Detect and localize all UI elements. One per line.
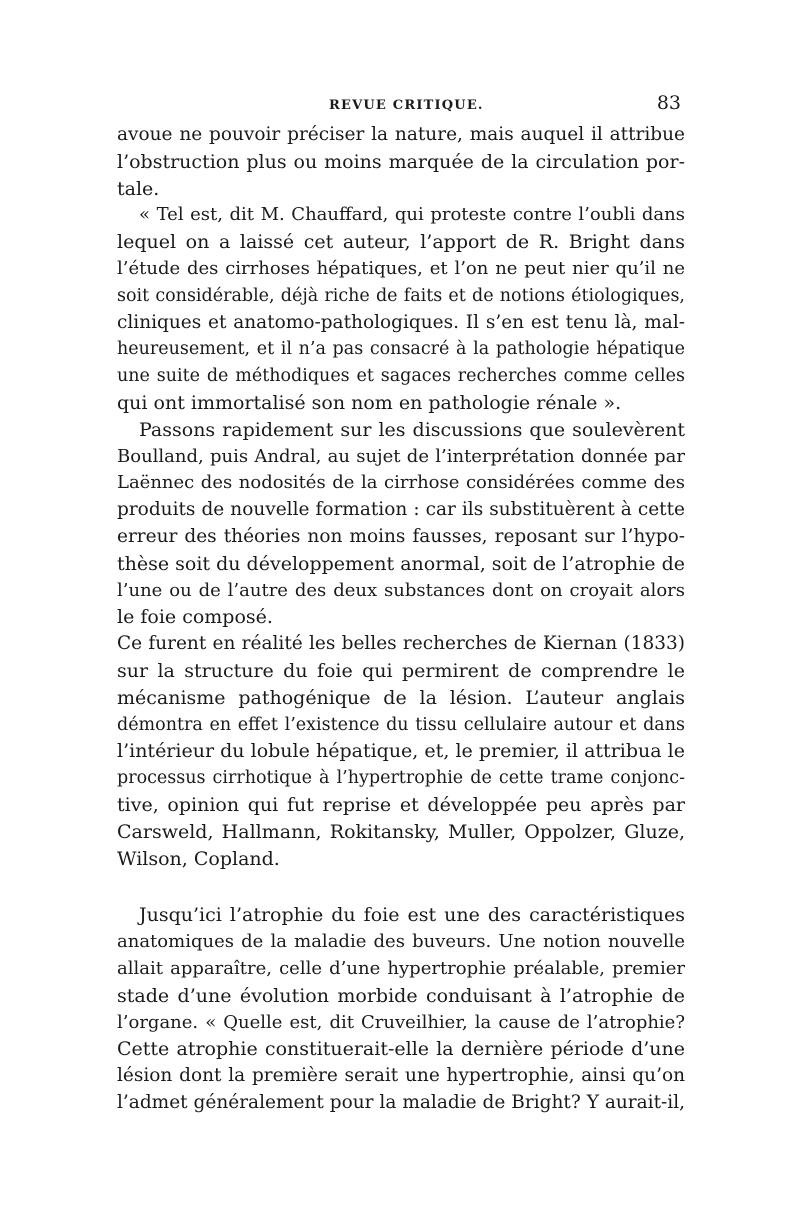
section-gap <box>117 872 685 902</box>
text-line: Ce furent en réalité les belles recherches de Kiernan (1833) <box>117 633 685 655</box>
running-header <box>117 92 685 122</box>
text-line: l’organe. « Quelle est, dit Cruveilhier, la cause de l’atrophie? <box>117 1011 685 1033</box>
text-line: mécanisme pathogénique de la lésion. L’auteur anglais <box>117 686 685 709</box>
paragraph <box>117 417 685 631</box>
text-line: l’étude des cirrhoses hépatiques, et l’on ne peut nier qu’il ne <box>117 257 685 279</box>
text-line: lequel on a laissé cet auteur, l’apport de R. Bright dans <box>117 231 685 254</box>
text-line: anatomiques de la maladie des buveurs. Une notion nouvelle <box>117 931 685 953</box>
text-line: cliniques et anatomo-pathologiques. Il s’en est tenu là, mal- <box>117 311 685 333</box>
text-line: stade d’une évolution morbide conduisant à l’atrophie de <box>117 984 685 1007</box>
paragraph <box>117 631 685 872</box>
text-line: l’une ou de l’autre des deux substances dont on croyait alors <box>117 579 685 601</box>
text-line: Wilson, Copland. <box>117 847 280 870</box>
text-line: démontra en effet l’existence du tissu cellulaire autour et dans <box>117 714 685 735</box>
text-line: Laënnec des nodosités de la cirrhose considérées comme des <box>117 472 685 494</box>
text-line: lésion dont la première serait une hypertrophie, ainsi qu’on <box>117 1065 685 1087</box>
text-line: qui ont immortalisé son nom en pathologie rénale ». <box>117 391 622 414</box>
text-line: Passons rapidement sur les discussions que soulevèrent <box>139 418 685 441</box>
text-line: « Tel est, dit M. Chauffard, qui proteste contre l’oubli dans <box>139 204 685 226</box>
text-line: l’intérieur du lobule hépatique, et, le premier, il attribua le <box>117 740 685 763</box>
page-number: 83 <box>656 92 681 114</box>
text-line: processus cirrhotique à l’hypertrophie de cette trame conjonc- <box>117 768 685 789</box>
text-line: Boulland, puis Andral, au sujet de l’interprétation donnée par <box>117 445 685 467</box>
running-title: REVUE CRITIQUE. <box>329 98 484 113</box>
text-line: Jusqu’ici l’atrophie du foie est une des caractéristiques <box>139 904 685 927</box>
text-line: thèse soit du développement anormal, soit de l’atrophie de <box>117 552 685 575</box>
paragraph <box>117 202 685 416</box>
text-line: Carsweld, Hallmann, Rokitansky, Muller, Oppolzer, Gluze, <box>117 820 685 843</box>
text-line: erreur des théories non moins fausses, reposant sur l’hypo- <box>117 525 685 547</box>
text-line: une suite de méthodiques et sagaces recherches comme celles <box>117 366 685 387</box>
text-line: sur la structure du foie qui permirent de comprendre le <box>117 659 685 682</box>
text-line: allait apparaître, celle d’une hypertrophie préalable, premier <box>117 957 685 979</box>
text-line: tale. <box>117 177 160 200</box>
text-line: l’obstruction plus ou moins marquée de la circulation por- <box>117 150 685 173</box>
text-line: le foie composé. <box>117 606 273 629</box>
text-line: produits de nouvelle formation : car ils substituèrent à cette <box>117 499 685 521</box>
text-line: soit considérable, déjà riche de faits et de notions étiologiques, <box>117 285 685 306</box>
text-line: l’admet généralement pour la maladie de Bright? Y aurait-il, <box>117 1091 685 1113</box>
paragraph <box>117 902 685 1116</box>
text-line: heureusement, et il n’a pas consacré à la pathologie hépatique <box>117 339 685 360</box>
paragraph <box>117 122 685 202</box>
text-line: Cette atrophie constituerait-elle la dernière période d’une <box>117 1038 685 1061</box>
text-line: tive, opinion qui fut reprise et développée peu après par <box>117 793 685 816</box>
book-page <box>117 92 685 1117</box>
text-line: avoue ne pouvoir préciser la nature, mais auquel il attribue <box>117 124 685 145</box>
